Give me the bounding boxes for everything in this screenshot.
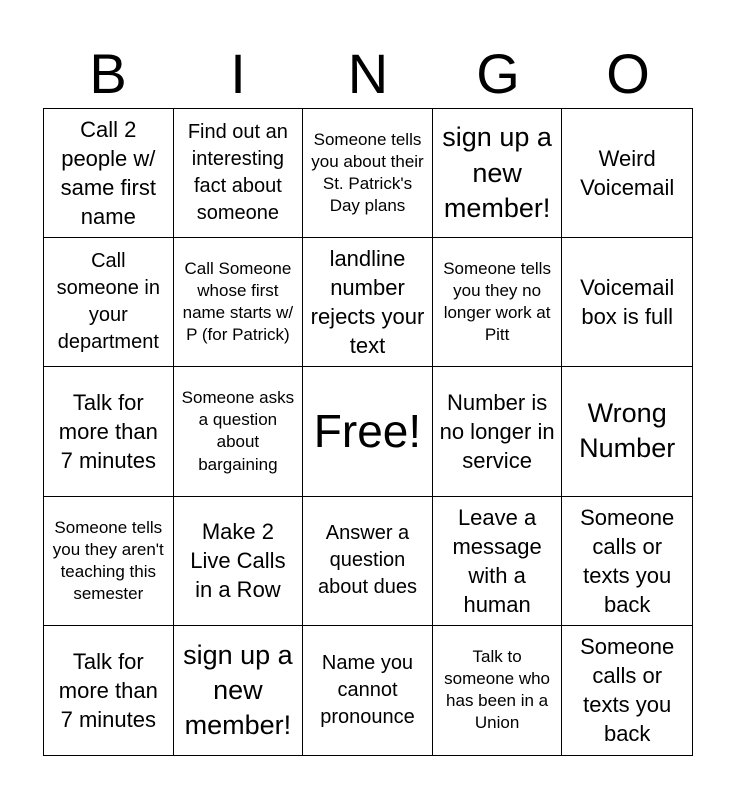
- cell-text: sign up a new member!: [442, 122, 552, 223]
- bingo-cell[interactable]: [44, 367, 174, 496]
- header-letter-i: I: [230, 42, 246, 105]
- cell-text: Number is no longer in service: [439, 389, 555, 473]
- cell-text: Voicemail box is full: [580, 275, 675, 330]
- bingo-cell[interactable]: [433, 238, 563, 367]
- cell-text: Wrong Number: [579, 398, 676, 464]
- cell-text: Talk for more than 7 minutes: [58, 389, 158, 473]
- bingo-cell[interactable]: [562, 367, 692, 496]
- header-letter-g: G: [476, 42, 520, 105]
- bingo-cell[interactable]: [433, 367, 563, 496]
- cell-text: Someone calls or texts you back: [580, 634, 675, 747]
- bingo-cell[interactable]: [303, 238, 433, 367]
- cell-text: Someone calls or texts you back: [580, 504, 675, 617]
- cell-text: Name you cannot pronounce: [320, 651, 415, 728]
- bingo-cell[interactable]: [433, 626, 563, 755]
- bingo-cell[interactable]: [562, 238, 692, 367]
- bingo-cell[interactable]: [174, 626, 304, 755]
- cell-text: Find out an interesting fact about someone: [187, 121, 288, 225]
- cell-text: Leave a message with a human: [452, 504, 542, 617]
- free-space-text: Free!: [313, 405, 422, 458]
- bingo-cell[interactable]: [433, 497, 563, 626]
- free-space-cell[interactable]: [303, 367, 433, 496]
- header-letter-n: N: [347, 42, 389, 105]
- cell-text: Someone tells you they aren't teaching this semester: [52, 517, 164, 603]
- bingo-cell[interactable]: [44, 109, 174, 238]
- cell-text: Call Someone whose first name starts w/ P (for Patrick): [182, 259, 294, 345]
- header-letter-o: O: [606, 42, 650, 105]
- cell-text: Call 2 people w/ same first name: [60, 117, 156, 230]
- bingo-board: [43, 108, 693, 756]
- bingo-cell[interactable]: [174, 367, 304, 496]
- cell-text: Weird Voicemail: [580, 146, 675, 201]
- bingo-cell[interactable]: [433, 109, 563, 238]
- bingo-header: [43, 40, 693, 108]
- bingo-cell[interactable]: [174, 238, 304, 367]
- bingo-cell[interactable]: [303, 626, 433, 755]
- cell-text: sign up a new member!: [183, 639, 293, 740]
- cell-text: Someone asks a question about bargaining: [181, 388, 295, 474]
- bingo-cell[interactable]: [44, 497, 174, 626]
- bingo-cell[interactable]: [44, 626, 174, 755]
- bingo-cell[interactable]: [303, 109, 433, 238]
- cell-text: Talk to someone who has been in a Union: [444, 647, 551, 733]
- bingo-cell[interactable]: [44, 238, 174, 367]
- bingo-cell[interactable]: [174, 497, 304, 626]
- cell-text: landline number rejects your text: [310, 246, 425, 359]
- bingo-cell[interactable]: [303, 497, 433, 626]
- bingo-cell[interactable]: [562, 497, 692, 626]
- cell-text: Make 2 Live Calls in a Row: [190, 519, 286, 603]
- bingo-cell[interactable]: [174, 109, 304, 238]
- cell-text: Answer a question about dues: [318, 522, 417, 599]
- cell-text: Talk for more than 7 minutes: [58, 648, 158, 732]
- cell-text: Someone tells you they no longer work at Pitt: [443, 259, 551, 345]
- cell-text: Someone tells you about their St. Patrick's Day plans: [311, 129, 424, 216]
- bingo-cell[interactable]: [562, 109, 692, 238]
- header-letter-b: B: [89, 42, 127, 105]
- bingo-cell[interactable]: [562, 626, 692, 755]
- cell-text: Call someone in your department: [56, 250, 160, 354]
